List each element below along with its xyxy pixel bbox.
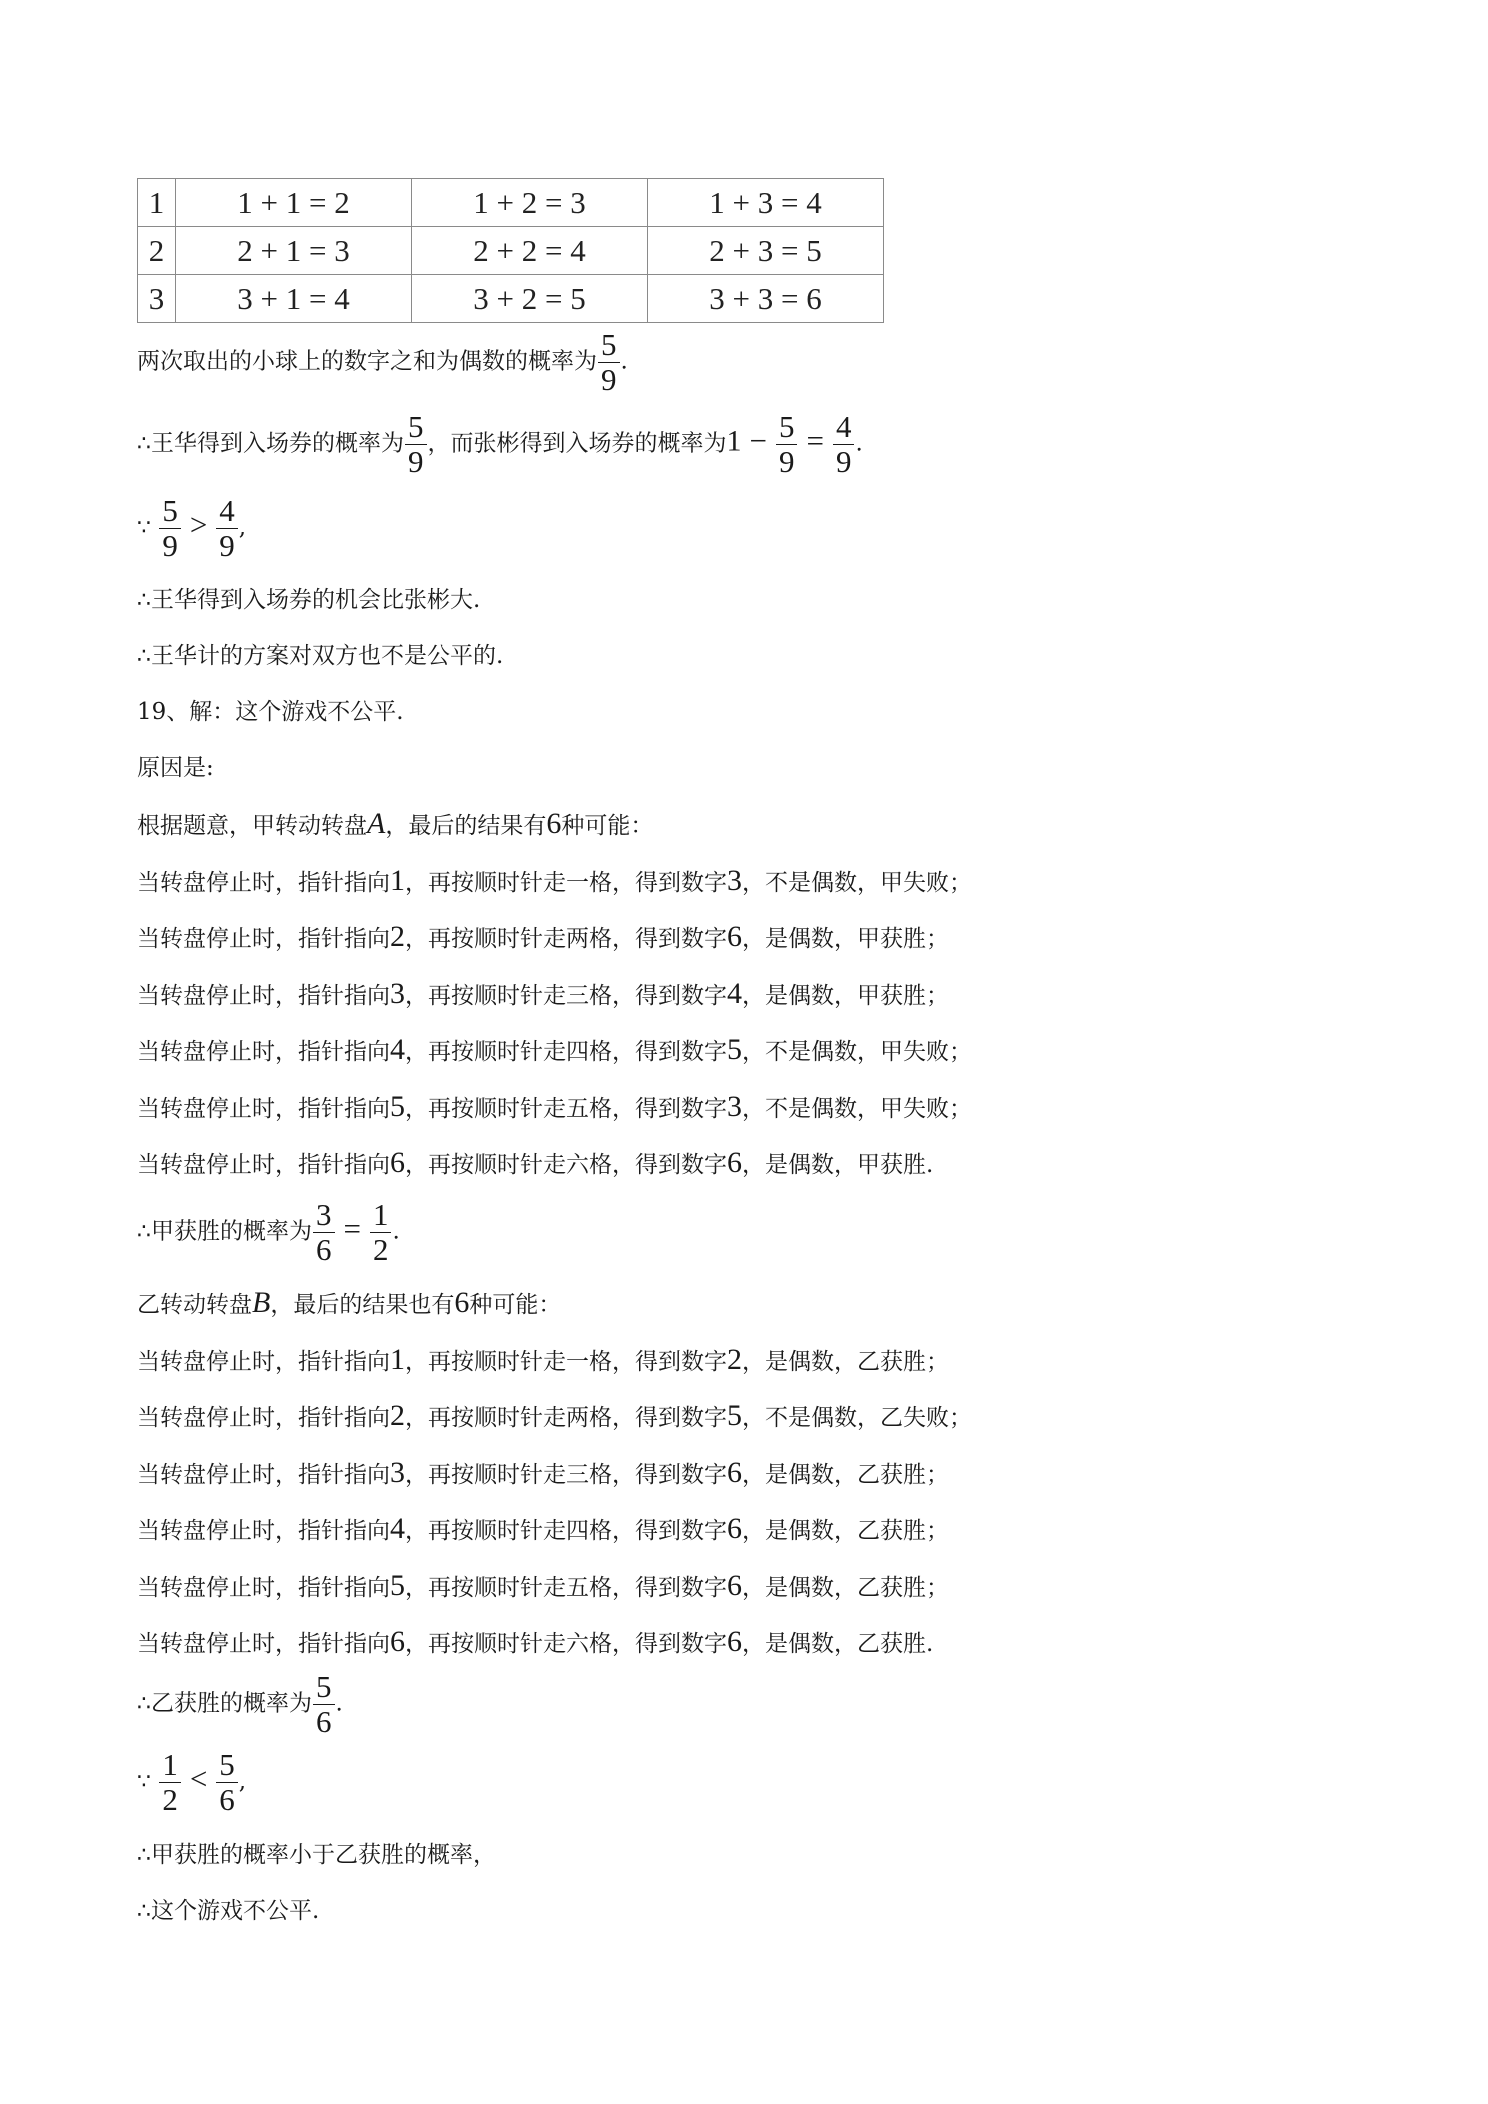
fraction	[598, 328, 620, 397]
math-number: 6	[390, 1146, 405, 1179]
math-number: 6	[727, 1146, 742, 1179]
table-cell: 3 + 3 = 6	[648, 275, 884, 323]
text: ，不是偶数，乙失败；	[742, 1405, 972, 1431]
text: ，再按顺时针走一格，得到数字	[405, 870, 727, 896]
math-number: 6	[454, 1286, 470, 1319]
punctuation: .	[620, 348, 628, 375]
jia-outcome-line	[137, 1148, 933, 1180]
minus-sign: −	[749, 422, 767, 458]
text: 当转盘停止时，指针指向	[137, 1518, 390, 1544]
therefore-symbol: ∴	[137, 1691, 151, 1717]
text: 乙转动转盘	[137, 1292, 252, 1318]
row-header: 3	[138, 275, 176, 323]
table-row	[138, 179, 884, 227]
text: ，再按顺时针走四格，得到数字	[405, 1039, 727, 1065]
numerator: 5	[313, 1670, 335, 1705]
numerator: 1	[370, 1198, 392, 1233]
punctuation: .	[392, 1218, 400, 1245]
row-header: 2	[138, 227, 176, 275]
numerator: 5	[159, 494, 181, 529]
table-cell: 1 + 2 = 3	[412, 179, 648, 227]
fraction	[313, 1670, 335, 1739]
text: 乙获胜的概率为	[151, 1690, 312, 1717]
text: 甲获胜的概率小于乙获胜的概率，	[151, 1842, 496, 1868]
text: ，再按顺时针走两格，得到数字	[405, 1405, 727, 1431]
numerator: 5	[598, 328, 620, 363]
text: ，是偶数，甲获胜；	[742, 983, 949, 1009]
text: ，再按顺时针走四格，得到数字	[405, 1518, 727, 1544]
text: 王华得到入场券的机会比张彬大.	[151, 587, 481, 613]
text: 19、解：这个游戏不公平.	[137, 699, 404, 725]
numerator: 1	[159, 1748, 181, 1783]
text: ，再按顺时针走两格，得到数字	[405, 926, 727, 952]
text: 王华得到入场券的概率为	[151, 430, 404, 457]
math-number: 3	[390, 1456, 405, 1489]
text: ，不是偶数，甲失败；	[742, 1039, 972, 1065]
text: 当转盘停止时，指针指向	[137, 1405, 390, 1431]
ticket-probability-line	[137, 410, 863, 479]
conclusion-line	[137, 641, 503, 672]
text: 王华计的方案对双方也不是公平的.	[151, 643, 504, 669]
math-number: 3	[727, 864, 742, 897]
math-number: 6	[390, 1625, 405, 1658]
yi-intro-line	[137, 1288, 561, 1320]
fraction	[776, 410, 798, 479]
text: 当转盘停止时，指针指向	[137, 870, 390, 896]
text: ，不是偶数，甲失败；	[742, 870, 972, 896]
denominator: 9	[162, 528, 178, 563]
table-cell: 2 + 1 = 3	[176, 227, 412, 275]
numerator: 3	[313, 1198, 335, 1233]
denominator: 6	[316, 1704, 332, 1739]
denominator: 9	[835, 444, 852, 479]
math-number: 6	[727, 1569, 742, 1602]
math-number: 6	[546, 807, 562, 840]
text: ，是偶数，甲获胜.	[742, 1152, 934, 1178]
text: ，最后的结果也有	[270, 1292, 455, 1318]
therefore-symbol: ∴	[137, 1843, 151, 1868]
jia-outcome-line	[137, 866, 972, 898]
equals-sign: =	[343, 1210, 361, 1246]
text: ，是偶数，乙获胜；	[742, 1518, 949, 1544]
question-19-answer	[137, 697, 404, 727]
text: ，是偶数，乙获胜；	[742, 1575, 949, 1601]
fraction	[216, 1748, 238, 1817]
because-symbol: ∵	[137, 515, 151, 541]
numerator: 4	[833, 410, 855, 445]
numerator: 5	[405, 410, 427, 445]
math-variable: B	[252, 1286, 271, 1319]
row-header: 1	[138, 179, 176, 227]
numerator: 5	[776, 410, 798, 445]
denominator: 9	[778, 444, 795, 479]
table-cell: 2 + 2 = 4	[412, 227, 648, 275]
math-number: 2	[727, 1343, 742, 1376]
text: ，再按顺时针走一格，得到数字	[405, 1349, 727, 1375]
table-cell: 2 + 3 = 5	[648, 227, 884, 275]
text: 当转盘停止时，指针指向	[137, 1039, 390, 1065]
punctuation: ,	[238, 1768, 247, 1795]
math-variable: A	[367, 807, 386, 840]
text: 当转盘停止时，指针指向	[137, 1462, 390, 1488]
fraction	[370, 1198, 392, 1267]
math-number: 6	[727, 920, 742, 953]
reason-heading	[137, 753, 214, 783]
table-cell: 3 + 2 = 5	[412, 275, 648, 323]
math-number: 6	[727, 1625, 742, 1658]
text: 当转盘停止时，指针指向	[137, 983, 390, 1009]
math-number: 5	[390, 1569, 405, 1602]
text: 根据题意，甲转动转盘	[137, 813, 367, 839]
text: ，再按顺时针走五格，得到数字	[405, 1575, 727, 1601]
table-cell: 3 + 1 = 4	[176, 275, 412, 323]
math-number: 2	[390, 920, 405, 953]
denominator: 9	[601, 362, 617, 397]
conclusion-line	[137, 1840, 496, 1871]
math-number: 4	[727, 977, 742, 1010]
math-number: 3	[727, 1090, 742, 1123]
equals-sign: =	[806, 422, 824, 458]
text: ，再按顺时针走三格，得到数字	[405, 983, 727, 1009]
denominator: 2	[372, 1232, 389, 1267]
yi-outcome-line	[137, 1345, 949, 1377]
text: 当转盘停止时，指针指向	[137, 1631, 390, 1657]
math-number: 6	[727, 1456, 742, 1489]
jia-outcome-line	[137, 1092, 972, 1124]
text: ，不是偶数，甲失败；	[742, 1096, 972, 1122]
denominator: 9	[219, 528, 235, 563]
math-number: 3	[390, 977, 405, 1010]
comparison-line	[137, 494, 246, 563]
math-number: 4	[390, 1033, 405, 1066]
fraction	[313, 1198, 335, 1267]
text: ，再按顺时针走六格，得到数字	[405, 1152, 727, 1178]
text: 当转盘停止时，指针指向	[137, 1096, 390, 1122]
because-symbol: ∵	[137, 1769, 151, 1795]
numerator: 4	[216, 494, 238, 529]
jia-outcome-line	[137, 922, 949, 954]
denominator: 6	[219, 1782, 235, 1817]
denominator: 6	[316, 1232, 332, 1267]
math-number: 5	[727, 1399, 742, 1432]
table-row	[138, 275, 884, 323]
fraction	[405, 410, 427, 479]
therefore-symbol: ∴	[137, 1899, 151, 1924]
therefore-symbol: ∴	[137, 644, 151, 669]
text: ，是偶数，乙获胜；	[742, 1462, 949, 1488]
punctuation: ,	[238, 514, 247, 541]
text: 当转盘停止时，指针指向	[137, 926, 390, 952]
math-number: 1	[390, 864, 405, 897]
yi-outcome-line	[137, 1401, 972, 1433]
fraction	[833, 410, 855, 479]
sum-table	[137, 178, 884, 323]
math-number: 2	[390, 1399, 405, 1432]
math-number: 4	[390, 1512, 405, 1545]
text: ，最后的结果有	[385, 813, 547, 839]
text: 种可能：	[469, 1292, 562, 1318]
text: 当转盘停止时，指针指向	[137, 1575, 390, 1601]
therefore-symbol: ∴	[137, 1219, 151, 1245]
table-cell: 1 + 3 = 4	[648, 179, 884, 227]
fraction	[216, 494, 238, 563]
text: ，而张彬得到入场券的概率为	[427, 430, 727, 457]
fraction	[159, 1748, 181, 1817]
text: ，再按顺时针走六格，得到数字	[405, 1631, 727, 1657]
yi-outcome-line	[137, 1627, 933, 1659]
denominator: 9	[408, 444, 424, 479]
punctuation: .	[855, 430, 863, 457]
jia-outcome-line	[137, 1035, 972, 1067]
jia-intro-line	[137, 809, 653, 841]
math-number: 1	[390, 1343, 405, 1376]
jia-outcome-line	[137, 979, 949, 1011]
less-than-sign: <	[189, 1760, 208, 1796]
conclusion-line	[137, 585, 480, 616]
yi-probability-line	[137, 1670, 343, 1739]
text: ，是偶数，乙获胜；	[742, 1349, 949, 1375]
even-sum-probability-line	[137, 328, 628, 397]
text: 种可能：	[561, 813, 654, 839]
math-number: 1	[726, 424, 742, 458]
punctuation: .	[335, 1690, 343, 1717]
therefore-symbol: ∴	[137, 588, 151, 613]
math-number: 5	[390, 1090, 405, 1123]
math-number: 6	[727, 1512, 742, 1545]
numerator: 5	[216, 1748, 238, 1783]
text: 两次取出的小球上的数字之和为偶数的概率为	[137, 348, 597, 375]
text: 这个游戏不公平.	[151, 1898, 320, 1924]
yi-outcome-line	[137, 1458, 949, 1490]
jia-probability-line	[137, 1198, 400, 1267]
greater-than-sign: >	[189, 506, 208, 542]
text: ，是偶数，甲获胜；	[742, 926, 949, 952]
text: ，再按顺时针走五格，得到数字	[405, 1096, 727, 1122]
yi-outcome-line	[137, 1571, 949, 1603]
final-conclusion-line	[137, 1896, 319, 1927]
math-number: 5	[727, 1033, 742, 1066]
text: ，再按顺时针走三格，得到数字	[405, 1462, 727, 1488]
fraction	[159, 494, 181, 563]
comparison-line	[137, 1748, 246, 1817]
text: 原因是:	[137, 755, 214, 781]
table-cell: 1 + 1 = 2	[176, 179, 412, 227]
table-row	[138, 227, 884, 275]
yi-outcome-line	[137, 1514, 949, 1546]
text: ，是偶数，乙获胜.	[742, 1631, 934, 1657]
text: 当转盘停止时，指针指向	[137, 1152, 390, 1178]
text: 当转盘停止时，指针指向	[137, 1349, 390, 1375]
text: 甲获胜的概率为	[151, 1218, 312, 1245]
denominator: 2	[162, 1782, 178, 1817]
therefore-symbol: ∴	[137, 431, 151, 457]
